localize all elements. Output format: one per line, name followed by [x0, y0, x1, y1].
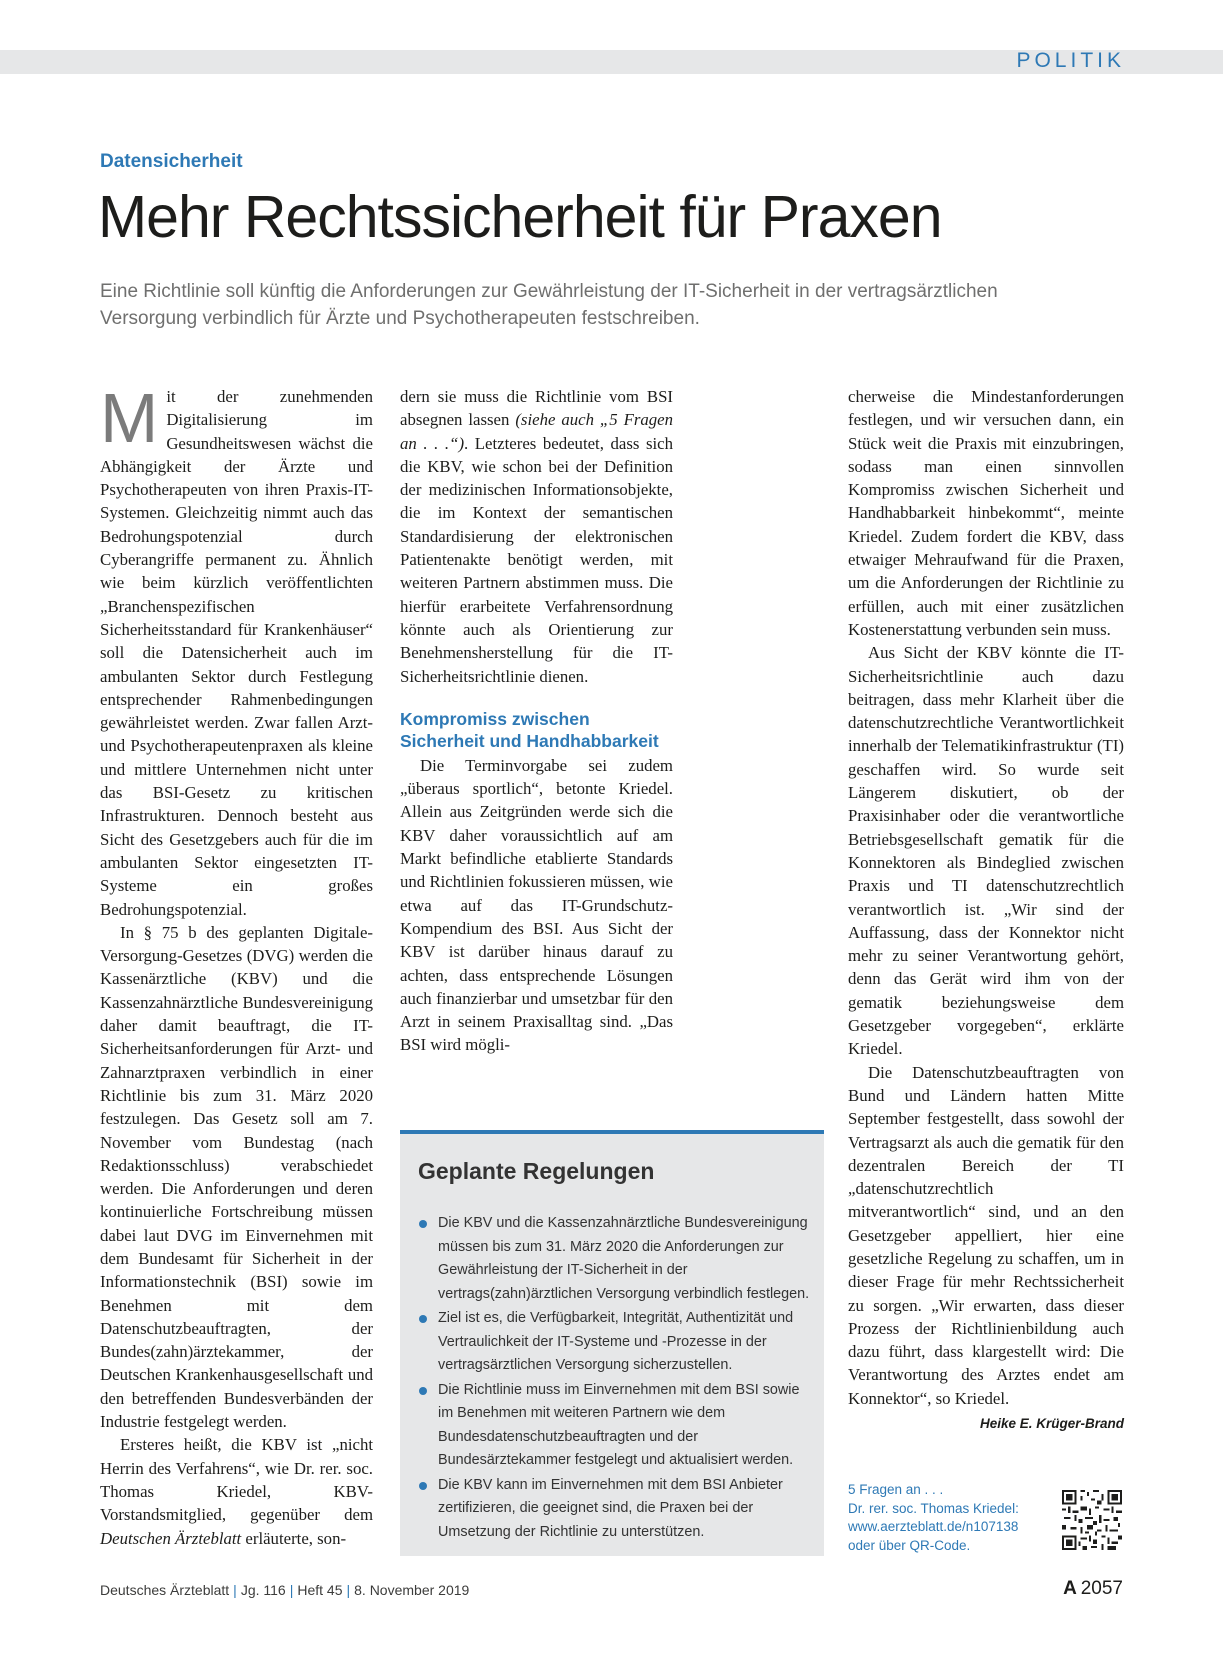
- column-3: [848, 385, 1124, 1435]
- online-reference-url[interactable]: www.aerzteblatt.de/n107138: [848, 1519, 1019, 1534]
- bullet-icon: [419, 1387, 427, 1395]
- paragraph: Die Datenschutzbeauftragten von Bund und Ländern hatten Mitte September festgestellt, dass sowohl der Vertragsarzt als auch die gematik für den dezentralen Bereich der TI „datenschutzrechtlich mitverantwortlich“ sind, und an den Gesetzgeber appelliert, hier eine gesetzliche Regelung zu schaffen, um in dieser Frage für mehr Rechtssicherheit zu sorgen. „Wir erwarten, dass dieser Prozess der Richtlinienbildung auch dazu führt, dass klargestellt wird: Die Verantwortung des Arztes endet am Konnektor“, so Kriedel.: [848, 1062, 1124, 1408]
- cross-reference: (siehe auch „5 Fragen an . . .“): [400, 410, 673, 453]
- section-label: POLITIK: [1016, 49, 1125, 72]
- paragraph: [100, 1433, 373, 1549]
- page-prefix: A: [1063, 1578, 1077, 1599]
- journal-name: Deutsches Ärzteblatt: [100, 1582, 230, 1598]
- paragraph: cherweise die Mindestanforderungen festlegen, und wir versuchen dann, ein Stück weit die Praxis mit einzubringen, sodass man einen sinnvollen Kompromiss zwischen Sicherheit und Handhabbarkeit hinbekommt“, meinte Kriedel. Zudem fordert die KBV, dass etwaiger Mehraufwand für die Praxen, um die Anforderungen der Richtlinie zu erfüllen, auch mit einer zusätzlichen Kostenerstattung verbunden sein muss.: [848, 387, 1124, 639]
- paragraph: In § 75 b des geplanten Digitale-Versorgung-Gesetzes (DVG) werden die Kassenärztliche (KBV) und die Kassenzahnärztliche Bundesvereinigung daher damit beauftragt, die IT-Sicherheitsanforderungen für Arzt- und Zahnarztpraxen verbindlich in einer Richtlinie bis zum 31. März 2020 festzulegen. Das Gesetz soll am 7. November vom Bundestag (nach Redaktionsschluss) verabschiedet werden. Die Anforderungen und deren kontinuierliche Fortschreibung müssen dabei laut DVG im Einvernehmen mit dem Bundesamt für Sicherheit in der Informationstechnik (BSI) sowie im Benehmen mit dem Datenschutzbeauftragten, der Bundes(zahn)ärztekammer, der Deutschen Krankenhausgesellschaft und den betreffenden Bundesverbänden der Industrie festgelegt werden.: [100, 922, 373, 1432]
- paragraph-text: Ersteres heißt, die KBV ist „nicht Herrin des Verfahrens“, wie Dr. rer. soc. Thomas Kriedel, KBV-Vorstandsmitglied, gegenüber dem: [100, 1435, 373, 1525]
- page-number-value: 2057: [1080, 1578, 1123, 1599]
- list-item: [418, 1379, 814, 1473]
- list-item-text: Die KBV kann im Einvernehmen mit dem BSI Anbieter zertifizieren, die geeignet sind, die Praxen bei der Umsetzung der Richtlinie zu unterstützen.: [438, 1476, 783, 1540]
- journal-date: 8. November 2019: [354, 1582, 470, 1598]
- paragraph: Die Terminvorgabe sei zudem „überaus sportlich“, betonte Kriedel. Allein aus Zeitgründen werde sich die KBV daher voraussichtlich auf am Markt befindliche etablierte Standards und Richtlinien fokussieren müssen, wie etwa auf das IT-Grundschutz-Kompendium des BSI. Aus Sicht der KBV ist darüber hinaus darauf zu achten, dass entsprechende Lösungen auch finanzierbar und umsetzbar für den Arzt in seinem Praxisalltag sind. „Das BSI wird mögli-: [400, 755, 673, 1055]
- bullet-icon: [419, 1315, 427, 1323]
- author-byline: Heike E. Krüger-Brand: [979, 1416, 1124, 1432]
- paragraph: Aus Sicht der KBV könnte die IT-Sicherheitsrichtlinie auch dazu beitragen, dass mehr Klarheit über die datenschutzrechtliche Verantwortlichkeit innerhalb der Telematikinfrastruktur (TI) geschaffen wird. So wurde seit Längerem diskutiert, ob der Praxisinhaber oder die verantwortliche Betriebsgesellschaft gematik für die Konnektoren als Bindeglied zwischen Praxis und TI datenschutzrechtlich verantwortlich ist. „Wir sind der Auffassung, dass der Konnektor nicht mehr zu seiner Verantwortung gehört, denn das Gerät wird ihm von der gematik beziehungsweise dem Gesetzgeber vorgegeben“, erklärte Kriedel.: [848, 643, 1124, 1059]
- paragraph-text: erläuterte, son-: [241, 1528, 347, 1548]
- qr-code-icon[interactable]: [1062, 1490, 1122, 1550]
- bullet-icon: [419, 1482, 427, 1490]
- list-item: [418, 1474, 814, 1545]
- journal-issue: Heft 45: [297, 1582, 343, 1598]
- list-item-text: Die Richtlinie muss im Einvernehmen mit dem BSI sowie im Benehmen mit weiteren Partnern wie dem Bundesdatenschutzbeauftragten und der Bundesärztekammer festgelegt und aktualisiert werden.: [438, 1381, 800, 1468]
- column-2: [400, 385, 673, 1057]
- subheading: Kompromiss zwischen Sicherheit und Handhabbarkeit: [400, 708, 659, 751]
- paragraph-text: it der zunehmenden Digitalisierung im Gesundheitswesen wächst die Abhängigkeit der Ärzte und Psychotherapeuten von ihren Praxis-IT-Systemen. Gleichzeitig nimmt auch das Bedrohungspotenzial durch Cyberangriffe permanent zu. Ähnlich wie beim kürzlich veröffentlichten „Branchenspezifischen Sicherheitsstandard für Krankenhäuser“ soll die Datensicherheit auch im ambulanten Sektor durch Festlegung entsprechender Rahmenbedingungen gewährleistet werden. Zwar fallen Arzt- und Psychotherapeutenpraxen als kleine und mittlere Unternehmen nicht unter das BSI-Gesetz zu kritischen Infrastrukturen. Dennoch besteht aus Sicht des Gesetzgebers auch für die im ambulanten Sektor eingesetzten IT-Systeme ein großes Bedrohungspotenzial.: [100, 387, 373, 919]
- footer-separator: |: [233, 1582, 237, 1598]
- article-kicker: Datensicherheit: [100, 151, 243, 172]
- article-title: Mehr Rechtssicherheit für Praxen: [98, 184, 942, 250]
- footer-separator: |: [289, 1582, 294, 1598]
- list-item: [418, 1212, 814, 1306]
- online-reference-note: oder über QR-Code.: [848, 1537, 971, 1553]
- paragraph-text: . Letzteres bedeutet, dass sich die KBV, wie schon bei der Definition der medizinischen Informationsobjekte, die im Kontext der semantischen Standardisierung der elektronischen Patientenakte benötigt werden, mit weiteren Partnern abstimmen muss. Die hierfür erarbeitete Verfahrensordnung könnte auch als Orientierung zur Benehmensherstellung für die IT-Sicherheitsrichtlinie dienen.: [400, 433, 673, 686]
- journal-volume: Jg. 116: [240, 1582, 286, 1598]
- page-number: [1063, 1578, 1123, 1600]
- bullet-icon: [419, 1220, 427, 1228]
- info-box-list: [418, 1212, 814, 1545]
- list-item: [418, 1307, 814, 1378]
- paragraph: [400, 385, 673, 688]
- paragraph-text: dern sie muss die Richtlinie vom BSI absegnen lassen: [400, 387, 673, 430]
- paragraph: [100, 379, 373, 921]
- online-reference-person: Dr. rer. soc. Thomas Kriedel:: [848, 1500, 1019, 1516]
- online-reference-title: 5 Fragen an . . .: [848, 1482, 944, 1497]
- info-box: [400, 1130, 824, 1556]
- column-1: [100, 379, 373, 1550]
- publication-name: Deutschen Ärzteblatt: [100, 1528, 242, 1548]
- online-reference: [848, 1481, 1019, 1555]
- info-box-title: Geplante Regelungen: [418, 1158, 655, 1184]
- footer-separator: |: [346, 1582, 351, 1598]
- article-deck: Eine Richtlinie soll künftig die Anforderungen zur Gewährleistung der IT-Sicherheit in der vertragsärztlichen Versorgung verbindlich für Ärzte und Psychotherapeuten festschreiben.: [100, 281, 998, 329]
- list-item-text: Ziel ist es, die Verfügbarkeit, Integrität, Authentizität und Vertraulichkeit der IT-Systeme und -Prozesse in der vertragsärztlichen Versorgung sicherzustellen.: [438, 1310, 794, 1373]
- list-item-text: Die KBV und die Kassenzahnärztliche Bundesvereinigung müssen bis zum 31. März 2020 die Anforderungen zur Gewährleistung der IT-Sicherheit in der vertrags(zahn)ärztlichen Versorgung verbindlich festlegen.: [438, 1215, 810, 1302]
- page-footer: [100, 1582, 469, 1598]
- dropcap: M: [100, 379, 159, 457]
